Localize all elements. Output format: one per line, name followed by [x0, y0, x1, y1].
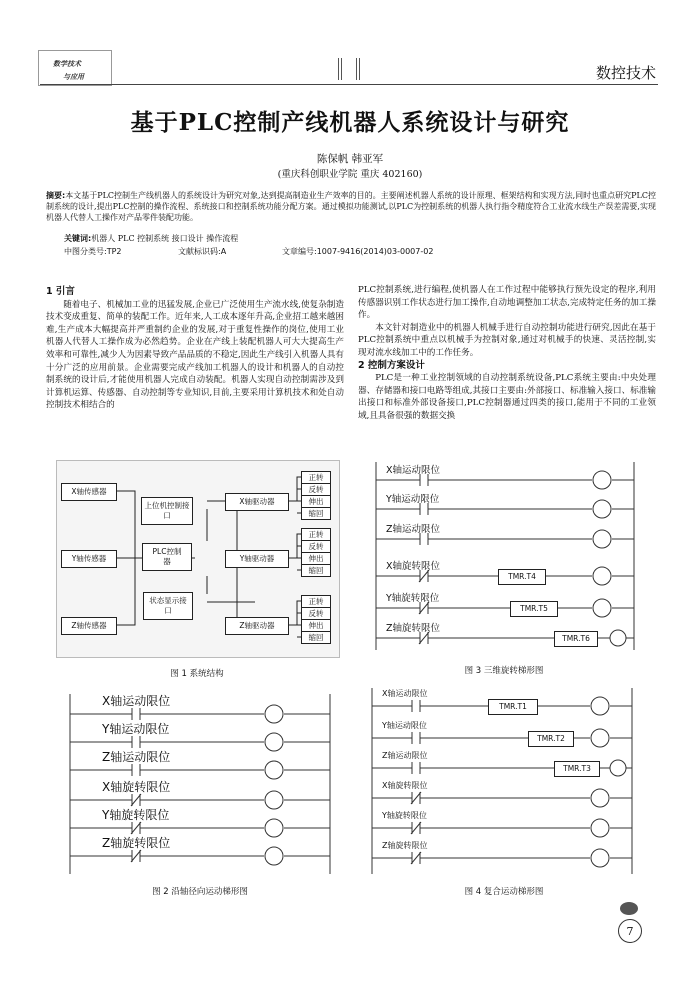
- rung-label: X轴运动限位: [386, 465, 441, 476]
- rung-label: X轴旋转限位: [102, 780, 171, 794]
- figure-2-ladder: [64, 688, 336, 880]
- timer-t1: TMR.T1: [488, 699, 538, 715]
- action-extend: 伸出: [301, 619, 331, 632]
- rung-label: Y轴运动限位: [386, 494, 440, 505]
- rung-label: Z轴运动限位: [386, 524, 441, 535]
- rung-label: Z轴旋转限位: [382, 841, 428, 850]
- figure-1-system-structure: [56, 460, 340, 658]
- timer-t2: TMR.T2: [528, 731, 574, 747]
- logo-line1: 数学技术: [53, 60, 81, 68]
- timer-t5: TMR.T5: [510, 601, 558, 617]
- section-1-paragraph-1-cont: PLC控制系统,进行编程,使机器人在工作过程中能够执行预先设定的程序,利用传感器识别工作状态进行加工操作,自动地调整加工状态,完成特定任务的加工操作。: [358, 285, 656, 321]
- timer-t4: TMR.T4: [498, 569, 546, 585]
- figure-4-caption: 图 4 复合运动梯形图: [464, 887, 544, 897]
- action-forward: 正转: [301, 595, 331, 608]
- plc-controller: PLC控制器: [142, 543, 192, 571]
- figure-2-caption: 图 2 沿轴径向运动梯形图: [152, 887, 248, 897]
- sensor-x: X轴传感器: [61, 483, 117, 501]
- journal-logo: [38, 50, 112, 86]
- rung-label: Y轴旋转限位: [102, 808, 170, 822]
- driver-y: Y轴驱动器: [225, 550, 289, 568]
- figure-1-caption: 图 1 系统结构: [170, 669, 224, 679]
- rung-label: Y轴旋转限位: [382, 811, 427, 820]
- action-reverse: 反转: [301, 483, 331, 496]
- page-number: 7: [618, 919, 642, 943]
- paper-title: 基于PLC控制产线机器人系统设计与研究: [130, 109, 570, 136]
- section-2-heading: 2 控制方案设计: [358, 359, 425, 371]
- keywords: [64, 233, 238, 244]
- logo-line2: 与应用: [63, 73, 84, 81]
- action-reverse: 反转: [301, 607, 331, 620]
- status-display-interface: 状态显示接口: [143, 592, 193, 620]
- action-retract: 缩回: [301, 507, 331, 520]
- figure-4-ladder: [368, 686, 640, 878]
- timer-t3: TMR.T3: [554, 761, 600, 777]
- rung-label: Y轴运动限位: [102, 722, 170, 736]
- rung-label: Z轴旋转限位: [386, 623, 441, 634]
- clc-number: 中图分类号:TP2: [64, 247, 122, 256]
- driver-z: Z轴驱动器: [225, 617, 289, 635]
- rung-label: X轴运动限位: [382, 689, 428, 698]
- figure-3-ladder: [368, 458, 640, 654]
- rung-label: Y轴运动限位: [382, 721, 427, 730]
- rung-label: X轴旋转限位: [386, 561, 441, 572]
- authors: 陈保帆 韩亚军: [316, 153, 384, 165]
- section-1-paragraph-2: 本文针对制造业中的机器人机械手进行自动控制功能进行研究,因此在基于PLC控制系统中重点以机械手为控制对象,通过对机械手的快速、灵活控制,实现对流水线加工中的工作任务。: [358, 322, 656, 358]
- section-1-heading: 1 引言: [46, 286, 75, 297]
- sensor-z: Z轴传感器: [61, 617, 117, 635]
- figure-3-caption: 图 3 三维旋转梯形图: [464, 666, 544, 676]
- section-label: 数控技术: [595, 64, 656, 82]
- upper-control-interface: 上位机控制接口: [141, 497, 193, 525]
- section-2-paragraph-1: PLC是一种工业控制领域的自动控制系统设备,PLC系统主要由:中央处理器、存储器和接口电路等组成,其接口主要由:外部接口、标准输入接口、标准输出接口和标准外部设备接口,PLC控制器通过四类的接口,能用于不同的工业领域,且具备很强的数据交换: [358, 373, 656, 421]
- right-column: [358, 284, 656, 423]
- driver-x: X轴驱动器: [225, 493, 289, 511]
- action-retract: 缩回: [301, 631, 331, 644]
- action-extend: 伸出: [301, 552, 331, 565]
- timer-t6: TMR.T6: [554, 631, 598, 647]
- journal-badge-icon: [620, 902, 638, 915]
- rung-label: Z轴运动限位: [102, 750, 171, 764]
- sensor-y: Y轴传感器: [61, 550, 117, 568]
- article-number: 文章编号:1007-9416(2014)03-0007-02: [282, 247, 434, 256]
- header-rule: [40, 84, 658, 85]
- action-forward: 正转: [301, 528, 331, 541]
- action-extend: 伸出: [301, 495, 331, 508]
- action-reverse: 反转: [301, 540, 331, 553]
- keywords-text: 机器人 PLC 控制系统 接口设计 操作流程: [91, 234, 239, 243]
- action-retract: 缩回: [301, 564, 331, 577]
- rung-label: X轴运动限位: [102, 694, 171, 708]
- abstract: [46, 190, 656, 223]
- left-column: [46, 286, 344, 412]
- rung-label: X轴旋转限位: [382, 781, 428, 790]
- rung-label: Y轴旋转限位: [386, 593, 440, 604]
- affiliation: (重庆科创职业学院 重庆 402160): [277, 169, 423, 180]
- keywords-label: 关键词:: [64, 234, 92, 243]
- rung-label: Z轴运动限位: [382, 751, 428, 760]
- doc-code: 文献标识码:A: [178, 247, 227, 256]
- abstract-label: 摘要:: [46, 191, 66, 200]
- section-1-paragraph-1: 随着电子、机械加工业的迅猛发展,企业已广泛使用生产流水线,使复杂制造技术变成重复、简单的装配工作。近年来,人工成本逐年升高,企业招工越来越困难,生产成本大幅提高并严重制约企业的发展,对于重复性操作的岗位,使用工业机器人代替人工操作成为必然趋势。企业在产线上装配机器人可大大提高生产效率和可靠性,减少人为因素导致产品品质的不稳定,因此生产线引入机器人具有十分广泛的应用前景。企业需要完成产线加工机器人的设计和机器人的自动控制系统的设计后,才能使用机器人完成自动装配。机器人实现自动控制需涉及到计算机运算、传感器、自动控制等专业知识,目前,主要采用计算机技术和处自动控制技术相结合的: [46, 299, 344, 411]
- abstract-text: 本文基于PLC控制生产线机器人的系统设计为研究对象,达到提高制造业生产效率的目的。主要阐述机器人系统的设计原理、框架结构和实现方法,同时也重点研究PLC控制系统的设计,提出PLC控制的操作流程、系统接口和控制系统功能分配方案。通过模拟功能测试,以PLC为控制系统的机器人执行指令精度符合工业流水线生产误差需要,实现机器人代替人工操作对产品零件装配功能。: [46, 191, 656, 222]
- rung-label: Z轴旋转限位: [102, 836, 171, 850]
- action-forward: 正转: [301, 471, 331, 484]
